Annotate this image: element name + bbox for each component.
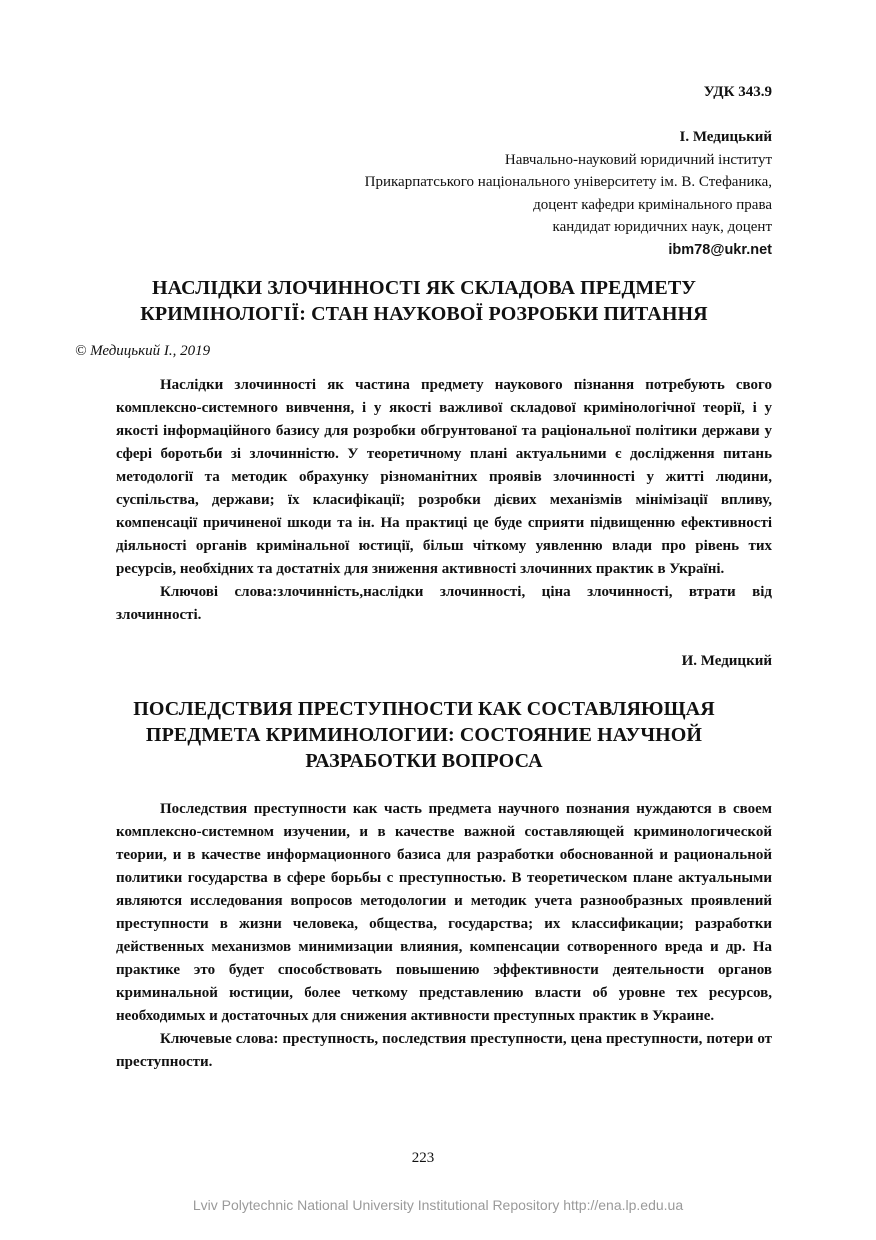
abstract-ua <box>116 374 772 627</box>
abstract-ru-body: Последствия преступности как часть предмета научного познания нуждаются в своем комплексно-системном изучении, и в качестве важной составляющей криминологической теории, и в качестве информационного базиса для разработки обоснованной и рациональной политики государства в сфере борьбы с преступностью. В теоретическом плане актуальными являются исследования вопросов методологии и методик учета разнообразных проявлений преступности в жизни человека, общества, государства; их классификации; разработки действенных механизмов минимизации влияния, компенсации сотворенного вреда и др. На практике это будет способствовать повышению эффективности деятельности органов криминальной юстиции, более четкому представлению власти об уровне тех ресурсов, необходимых и достаточных для снижения активности преступных практик в Украине. <box>116 801 772 1024</box>
copyright-notice: © Медицький І., 2019 <box>75 343 211 359</box>
title-ua <box>104 275 744 327</box>
title-ua-line: КРИМІНОЛОГІЇ: СТАН НАУКОВОЇ РОЗРОБКИ ПИТАННЯ <box>140 303 708 325</box>
affiliation-line: кандидат юридичних наук, доцент <box>552 219 772 235</box>
affiliation-line: Навчально-науковий юридичний інститут <box>504 151 772 168</box>
author-name-ru: И. Медицкий <box>681 653 772 669</box>
keywords-ua: Ключові слова:злочинність,наслідки злочинності, ціна злочинності, втрати від злочинності. <box>116 584 772 623</box>
title-ru-line: ПРЕДМЕТА КРИМИНОЛОГИИ: СОСТОЯНИЕ НАУЧНОЙ <box>145 724 703 746</box>
affiliation-line: Прикарпатського національного університету ім. В. Стефаника, <box>364 174 772 190</box>
title-ru-line: РАЗРАБОТКИ ВОПРОСА <box>305 750 543 772</box>
abstract-ua-body: Наслідки злочинності як частина предмету наукового пізнання потребують свого комплексно-системного вивчення, і у якості важливої складової кримінологічної теорії, і у якості інформаційного базису для розробки обгрунтованої та раціональної політики держави у сфері боротьби зі злочинністю. У теоретичному плані актуальними є дослідження питань методології та методик обрахунку різноманітних проявів злочинності у житті людини, суспільства, держави; їх класифікації; розробки дієвих механізмів мінімізації впливу, компенсації причиненої шкоди та ін. На практиці це буде сприяти підвищенню ефективності діяльності органів кримінальної юстиції, більш чіткому уявленню влади про рівень тих ресурсів, необхідних та достатніх для зниження активності злочинних практик в Україні. <box>116 377 772 577</box>
udk-code: УДК 343.9 <box>703 84 772 100</box>
affiliation-line: доцент кафедри кримінального права <box>533 196 772 213</box>
abstract-ru <box>116 798 772 1074</box>
keywords-ru: Ключевые слова: преступность, последствия преступности, цена преступности, потери от преступности. <box>116 1031 772 1070</box>
author-email[interactable]: ibm78@ukr.net <box>668 241 772 258</box>
title-ru-line: ПОСЛЕДСТВИЯ ПРЕСТУПНОСТИ КАК СОСТАВЛЯЮЩАЯ <box>133 698 715 720</box>
title-ua-line: НАСЛІДКИ ЗЛОЧИННОСТІ ЯК СКЛАДОВА ПРЕДМЕТУ <box>151 277 697 299</box>
title-ru <box>104 696 744 774</box>
repository-footer: Lviv Polytechnic National University Institutional Repository http://ena.lp.edu.ua <box>192 1197 684 1213</box>
page-number: 223 <box>411 1150 435 1166</box>
author-name-ua: І. Медицький <box>679 129 772 145</box>
author-info-ua <box>365 126 772 261</box>
